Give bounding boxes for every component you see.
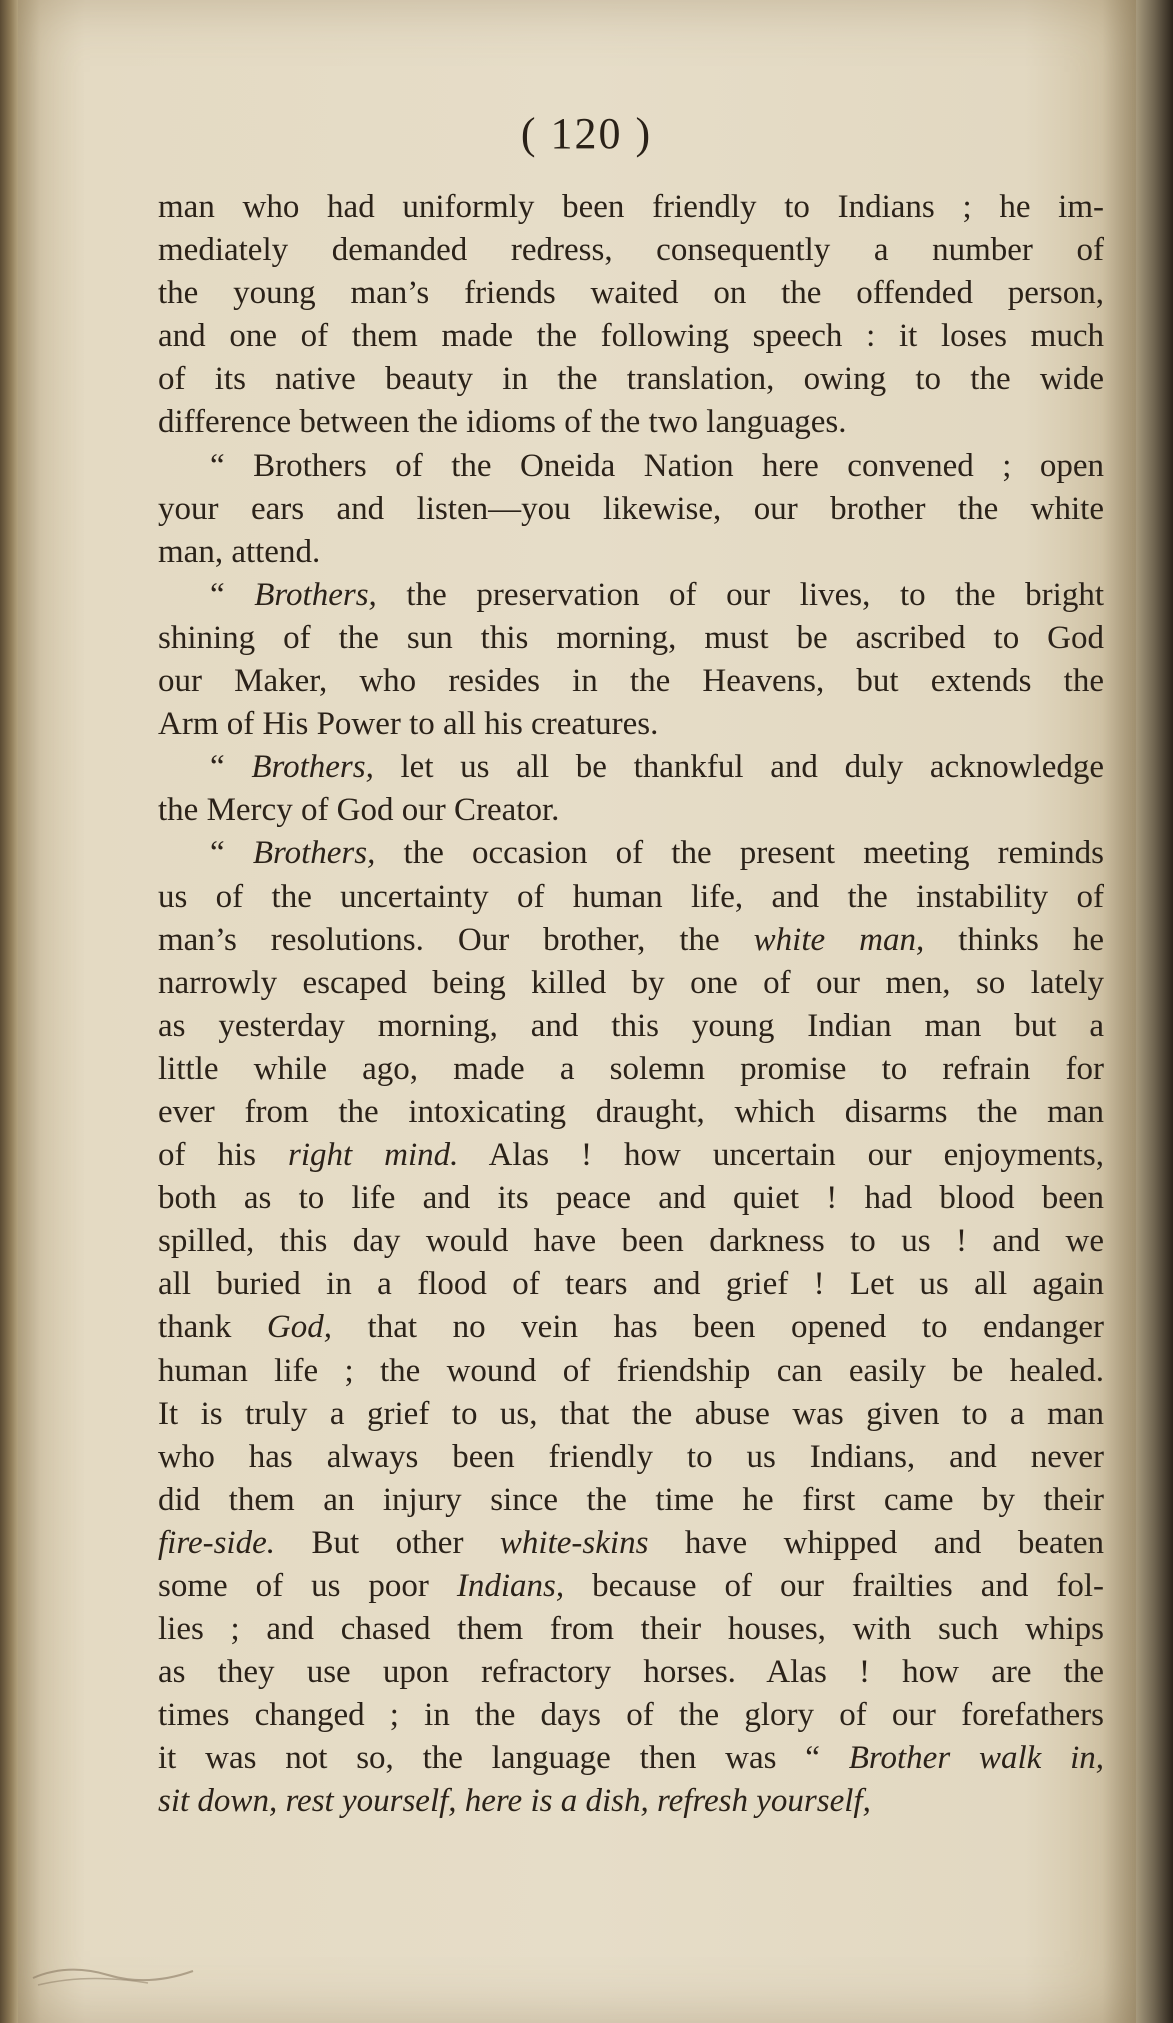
italic-text-run: white man, (753, 921, 925, 958)
text-line (158, 1306, 1104, 1349)
text-line (158, 789, 1104, 832)
text-line (158, 1694, 1104, 1737)
text-line (158, 746, 1104, 789)
text-line (158, 186, 1104, 229)
page-body-text (158, 186, 1104, 1824)
text-line (158, 1177, 1104, 1220)
text-line (158, 919, 1104, 962)
text-line (158, 531, 1104, 574)
text-run: thank (158, 1309, 267, 1346)
text-run: all buried in a flood of tears and grief ! Let us all again (158, 1266, 1104, 1303)
text-run: “ Brothers of the Oneida Nation here convened ; open (210, 447, 1104, 484)
text-run: our Maker, who resides in the Heavens, but extends the (158, 663, 1104, 700)
italic-text-run: God, (266, 1309, 332, 1346)
text-line (158, 617, 1104, 660)
text-run: the Mercy of God our Creator. (158, 792, 560, 829)
text-run: man’s resolutions. Our brother, the (158, 921, 754, 958)
text-run: did them an injury since the time he first came by their (158, 1481, 1104, 1518)
italic-text-run: right mind. (287, 1137, 459, 1174)
text-run: of his (158, 1137, 288, 1174)
text-run: of its native beauty in the translation, owing to the wide (158, 361, 1104, 398)
text-line (158, 1134, 1104, 1177)
text-run: mediately demanded redress, consequently a number of (158, 232, 1104, 269)
text-line (158, 574, 1104, 617)
text-line (158, 358, 1104, 401)
page-number: ( 120 ) (520, 109, 653, 158)
italic-text-run: sit down, rest yourself, here is a dish, refresh yourself, (158, 1783, 871, 1820)
text-line (158, 1479, 1104, 1522)
text-line (158, 832, 1104, 875)
italic-text-run: Indians, (456, 1568, 565, 1604)
text-run: who has always been friendly to us Indians, and never (158, 1438, 1104, 1475)
text-run: as yesterday morning, and this young Indian man but a (158, 1007, 1104, 1044)
text-run: the young man’s friends waited on the offended person, (158, 275, 1104, 312)
text-line (158, 315, 1104, 358)
text-line (158, 660, 1104, 703)
text-run: ever from the intoxicating draught, which disarms the man (158, 1093, 1104, 1130)
text-run: let us all be thankful and duly acknowledge (373, 749, 1104, 786)
text-run: the occasion of the present meeting reminds (375, 835, 1105, 872)
page-edge (1136, 0, 1173, 2023)
text-run: human life ; the wound of friendship can easily be healed. (158, 1352, 1104, 1389)
text-run: man who had uniformly been friendly to Indians ; he im- (158, 189, 1104, 225)
text-run: It is truly a grief to us, that the abuse was given to a man (158, 1395, 1104, 1432)
italic-text-run: Brothers, (254, 576, 377, 613)
book-spine (0, 0, 18, 2023)
italic-text-run: fire-side. (158, 1524, 275, 1561)
text-run: both as to life and its peace and quiet ! had blood been (158, 1180, 1104, 1217)
text-run: and one of them made the following speech : it loses much (158, 318, 1104, 355)
text-run: difference between the idioms of the two languages. (158, 404, 847, 441)
text-line (158, 1393, 1104, 1436)
text-run: But other (275, 1524, 500, 1561)
text-run: little while ago, made a solemn promise to refrain for (158, 1050, 1104, 1087)
text-line (158, 445, 1104, 488)
text-run: “ (210, 835, 253, 872)
text-run: spilled, this day would have been darkness to us ! and we (158, 1223, 1104, 1260)
text-line (158, 1651, 1104, 1694)
text-line (158, 1091, 1104, 1134)
text-line (158, 1436, 1104, 1479)
text-run: as they use upon refractory horses. Alas ! how are the (158, 1654, 1104, 1691)
text-line (158, 229, 1104, 272)
text-run: narrowly escaped being killed by one of our men, so lately (158, 964, 1104, 1001)
text-run: “ (210, 576, 255, 613)
text-run: lies ; and chased them from their houses, with such whips (158, 1611, 1104, 1648)
text-run: the preservation of our lives, to the bright (376, 576, 1104, 613)
text-run: man, attend. (158, 533, 321, 570)
text-run: your ears and listen—you likewise, our brother the white (158, 490, 1104, 527)
text-line (158, 962, 1104, 1005)
text-run: have whipped and beaten (648, 1524, 1105, 1561)
text-line (158, 876, 1104, 919)
pencil-mark (28, 1933, 198, 1993)
italic-text-run: Brothers, (252, 835, 376, 872)
text-run: times changed ; in the days of the glory of our forefathers (158, 1697, 1104, 1734)
italic-text-run: white-skins (499, 1524, 649, 1561)
text-line (158, 1565, 1104, 1608)
text-line (158, 1220, 1104, 1263)
text-line (158, 1608, 1104, 1651)
text-line (158, 1005, 1104, 1048)
text-run: some of us poor (158, 1568, 457, 1604)
text-run: because of our frailties and fol- (564, 1568, 1104, 1604)
text-line (158, 1780, 1104, 1823)
text-line (158, 272, 1104, 315)
text-line (158, 1048, 1104, 1091)
text-line (158, 1737, 1104, 1780)
text-line (158, 401, 1104, 444)
text-line (158, 1522, 1104, 1565)
text-line (158, 703, 1104, 746)
text-line (158, 488, 1104, 531)
text-line (158, 1350, 1104, 1393)
text-run: that no vein has been opened to endanger (331, 1309, 1104, 1346)
text-line (158, 1263, 1104, 1306)
text-run: it was not so, the language then was “ (158, 1740, 849, 1777)
italic-text-run: Brother walk in, (848, 1740, 1104, 1777)
text-run: “ (210, 749, 252, 786)
text-run: shining of the sun this morning, must be ascribed to God (158, 619, 1104, 656)
text-run: Arm of His Power to all his creatures. (158, 706, 659, 743)
text-run: Alas ! how uncertain our enjoyments, (458, 1137, 1104, 1174)
text-run: us of the uncertainty of human life, and the instability of (158, 878, 1104, 915)
italic-text-run: Brothers, (251, 749, 374, 786)
text-run: thinks he (924, 921, 1105, 958)
